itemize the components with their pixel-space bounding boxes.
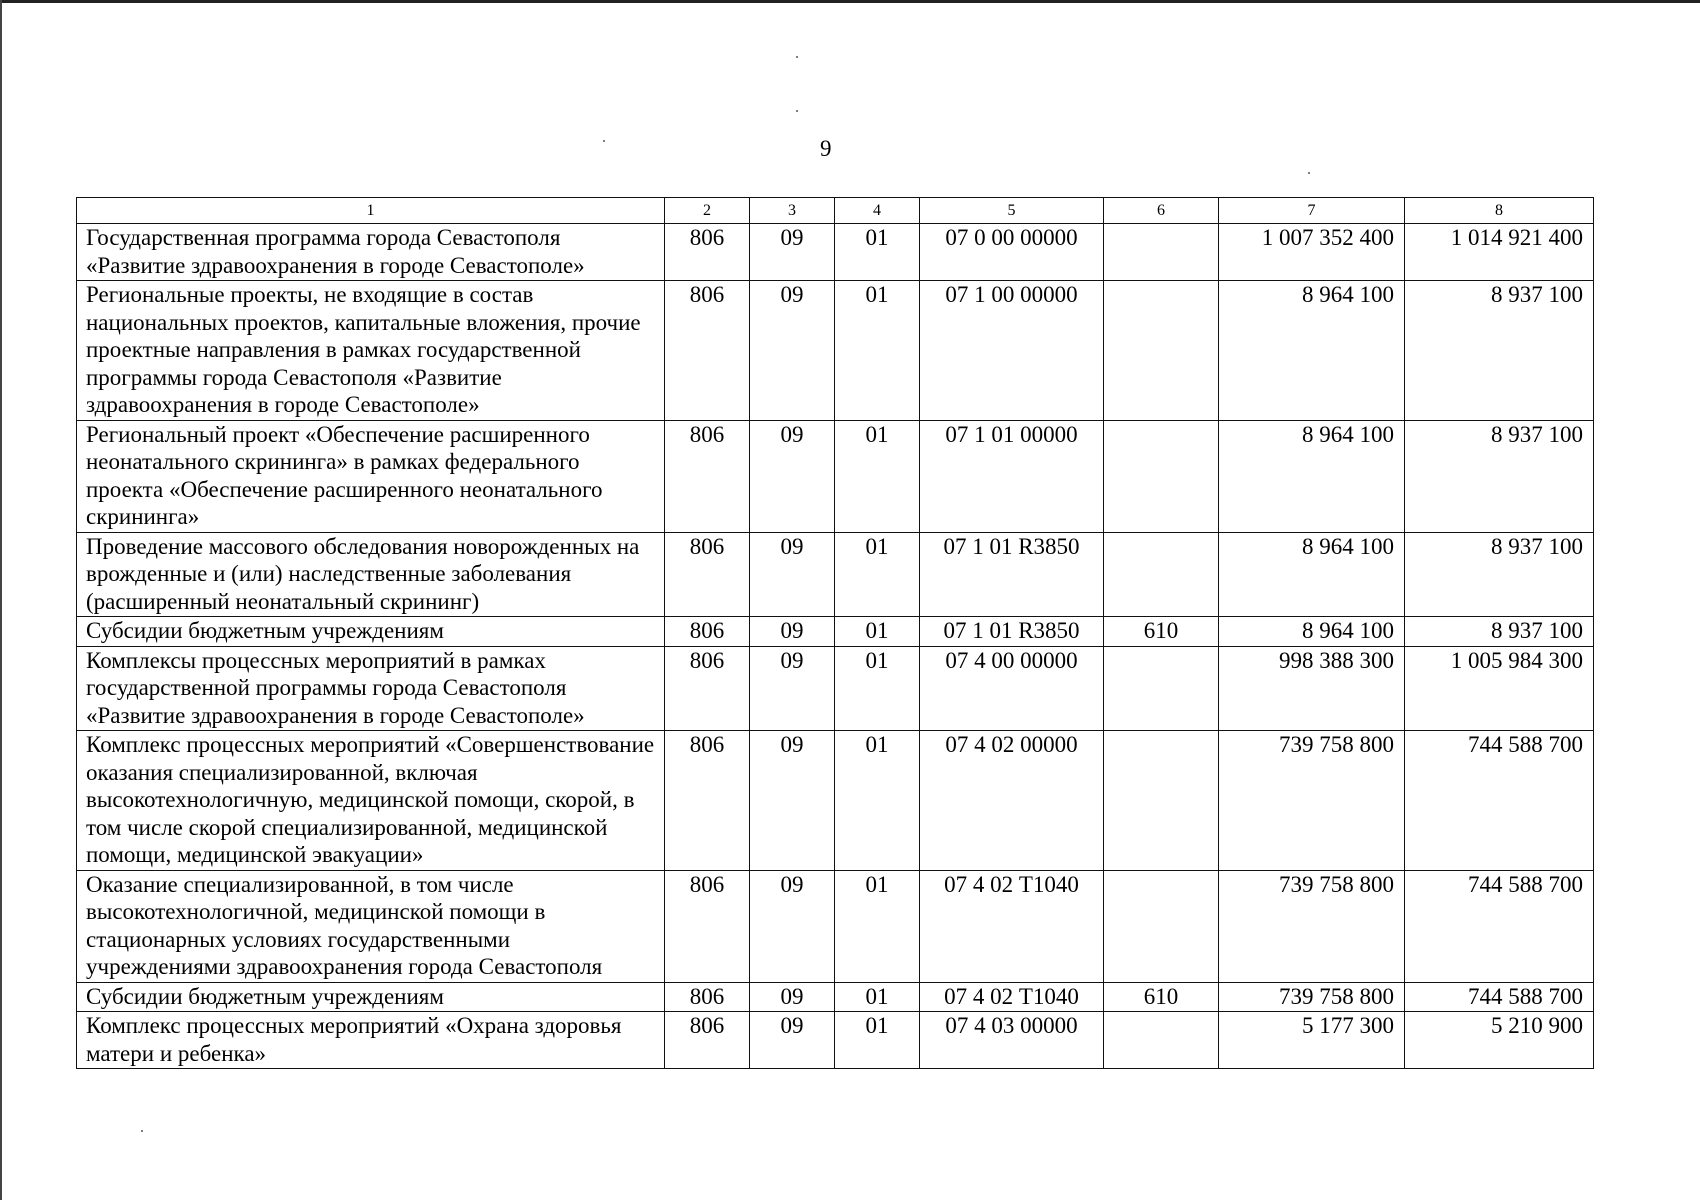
row-name: Комплексы процессных мероприятий в рамках государственной программы города Севастополя «Развитие здравоохранения в городе Севастополе» <box>77 646 665 731</box>
row-col4: 01 <box>835 617 920 647</box>
row-col6: 610 <box>1104 617 1219 647</box>
row-col6 <box>1104 281 1219 421</box>
scan-border-top <box>0 0 1700 3</box>
scan-speck <box>1308 172 1310 174</box>
table-row <box>77 532 1594 617</box>
row-col7: 8 964 100 <box>1219 532 1405 617</box>
row-col7: 8 964 100 <box>1219 420 1405 532</box>
row-name: Комплекс процессных мероприятий «Охрана здоровья матери и ребенка» <box>77 1012 665 1069</box>
row-col6 <box>1104 532 1219 617</box>
column-header-8: 8 <box>1405 198 1594 224</box>
row-name: Субсидии бюджетным учреждениям <box>77 617 665 647</box>
row-name: Субсидии бюджетным учреждениям <box>77 982 665 1012</box>
row-col4: 01 <box>835 281 920 421</box>
row-col2: 806 <box>665 646 750 731</box>
row-col8: 8 937 100 <box>1405 617 1594 647</box>
scan-speck <box>796 110 798 112</box>
scan-speck <box>141 1130 143 1132</box>
page-number: 9 <box>820 136 832 161</box>
row-col2: 806 <box>665 982 750 1012</box>
row-col4: 01 <box>835 224 920 281</box>
row-col4: 01 <box>835 870 920 982</box>
row-col3: 09 <box>750 532 835 617</box>
row-col7: 739 758 800 <box>1219 982 1405 1012</box>
row-col5: 07 4 02 00000 <box>920 731 1104 871</box>
row-col4: 01 <box>835 532 920 617</box>
row-col4: 01 <box>835 646 920 731</box>
row-col8: 744 588 700 <box>1405 731 1594 871</box>
row-col3: 09 <box>750 646 835 731</box>
row-col6 <box>1104 420 1219 532</box>
scan-border-left <box>0 0 2 1200</box>
row-col8: 744 588 700 <box>1405 870 1594 982</box>
row-col8: 744 588 700 <box>1405 982 1594 1012</box>
row-col2: 806 <box>665 420 750 532</box>
row-col8: 8 937 100 <box>1405 281 1594 421</box>
row-col2: 806 <box>665 870 750 982</box>
row-col7: 8 964 100 <box>1219 281 1405 421</box>
row-name: Региональный проект «Обеспечение расширенного неонатального скрининга» в рамках федерального проекта «Обеспечение расширенного неонатального скрининга» <box>77 420 665 532</box>
row-col6 <box>1104 646 1219 731</box>
row-col4: 01 <box>835 731 920 871</box>
table-row <box>77 224 1594 281</box>
row-col6 <box>1104 731 1219 871</box>
row-col3: 09 <box>750 1012 835 1069</box>
row-col6 <box>1104 870 1219 982</box>
table-row <box>77 420 1594 532</box>
row-col7: 5 177 300 <box>1219 1012 1405 1069</box>
scan-speck <box>796 56 798 58</box>
row-col8: 1 014 921 400 <box>1405 224 1594 281</box>
row-name: Комплекс процессных мероприятий «Совершенствование оказания специализированной, включая высокотехнологичную, медицинской помощи, скорой, в том числе скорой специализированной, медицинской помощи, медицинской эвакуации» <box>77 731 665 871</box>
budget-table <box>76 197 1594 1069</box>
row-name: Проведение массового обследования новорожденных на врожденные и (или) наследственные заболевания (расширенный неонатальный скрининг) <box>77 532 665 617</box>
row-name: Оказание специализированной, в том числе высокотехнологичной, медицинской помощи в стационарных условиях государственными учреждениями здравоохранения города Севастополя <box>77 870 665 982</box>
row-col3: 09 <box>750 224 835 281</box>
row-col6: 610 <box>1104 982 1219 1012</box>
row-name: Государственная программа города Севастополя «Развитие здравоохранения в городе Севастополе» <box>77 224 665 281</box>
row-col5: 07 4 02 Т1040 <box>920 982 1104 1012</box>
table-row <box>77 731 1594 871</box>
column-header-5: 5 <box>920 198 1104 224</box>
row-col5: 07 1 01 R3850 <box>920 532 1104 617</box>
row-col5: 07 4 03 00000 <box>920 1012 1104 1069</box>
column-header-3: 3 <box>750 198 835 224</box>
row-col2: 806 <box>665 1012 750 1069</box>
table-row <box>77 617 1594 647</box>
table-row <box>77 281 1594 421</box>
row-col2: 806 <box>665 731 750 871</box>
row-col3: 09 <box>750 420 835 532</box>
row-col8: 8 937 100 <box>1405 420 1594 532</box>
table-row <box>77 1012 1594 1069</box>
row-col5: 07 1 00 00000 <box>920 281 1104 421</box>
row-col6 <box>1104 1012 1219 1069</box>
row-col3: 09 <box>750 982 835 1012</box>
row-col4: 01 <box>835 420 920 532</box>
row-col2: 806 <box>665 224 750 281</box>
row-col7: 1 007 352 400 <box>1219 224 1405 281</box>
row-col7: 739 758 800 <box>1219 731 1405 871</box>
row-col2: 806 <box>665 617 750 647</box>
table-row <box>77 646 1594 731</box>
row-col4: 01 <box>835 982 920 1012</box>
column-header-2: 2 <box>665 198 750 224</box>
row-col5: 07 1 01 R3850 <box>920 617 1104 647</box>
header-row <box>77 198 1594 224</box>
scan-speck <box>603 140 605 142</box>
row-col4: 01 <box>835 1012 920 1069</box>
row-col2: 806 <box>665 532 750 617</box>
row-col3: 09 <box>750 281 835 421</box>
row-col5: 07 0 00 00000 <box>920 224 1104 281</box>
row-col5: 07 1 01 00000 <box>920 420 1104 532</box>
row-col5: 07 4 02 Т1040 <box>920 870 1104 982</box>
column-header-7: 7 <box>1219 198 1405 224</box>
column-header-1: 1 <box>77 198 665 224</box>
row-col7: 8 964 100 <box>1219 617 1405 647</box>
row-col3: 09 <box>750 870 835 982</box>
table-row <box>77 982 1594 1012</box>
row-col5: 07 4 00 00000 <box>920 646 1104 731</box>
row-col6 <box>1104 224 1219 281</box>
row-name: Региональные проекты, не входящие в состав национальных проектов, капитальные вложения, прочие проектные направления в рамках государственной программы города Севастополя «Развитие здравоохранения в городе Севастополе» <box>77 281 665 421</box>
row-col7: 739 758 800 <box>1219 870 1405 982</box>
column-header-4: 4 <box>835 198 920 224</box>
row-col7: 998 388 300 <box>1219 646 1405 731</box>
row-col8: 8 937 100 <box>1405 532 1594 617</box>
row-col3: 09 <box>750 731 835 871</box>
row-col2: 806 <box>665 281 750 421</box>
row-col8: 1 005 984 300 <box>1405 646 1594 731</box>
row-col3: 09 <box>750 617 835 647</box>
table-row <box>77 870 1594 982</box>
column-header-6: 6 <box>1104 198 1219 224</box>
row-col8: 5 210 900 <box>1405 1012 1594 1069</box>
